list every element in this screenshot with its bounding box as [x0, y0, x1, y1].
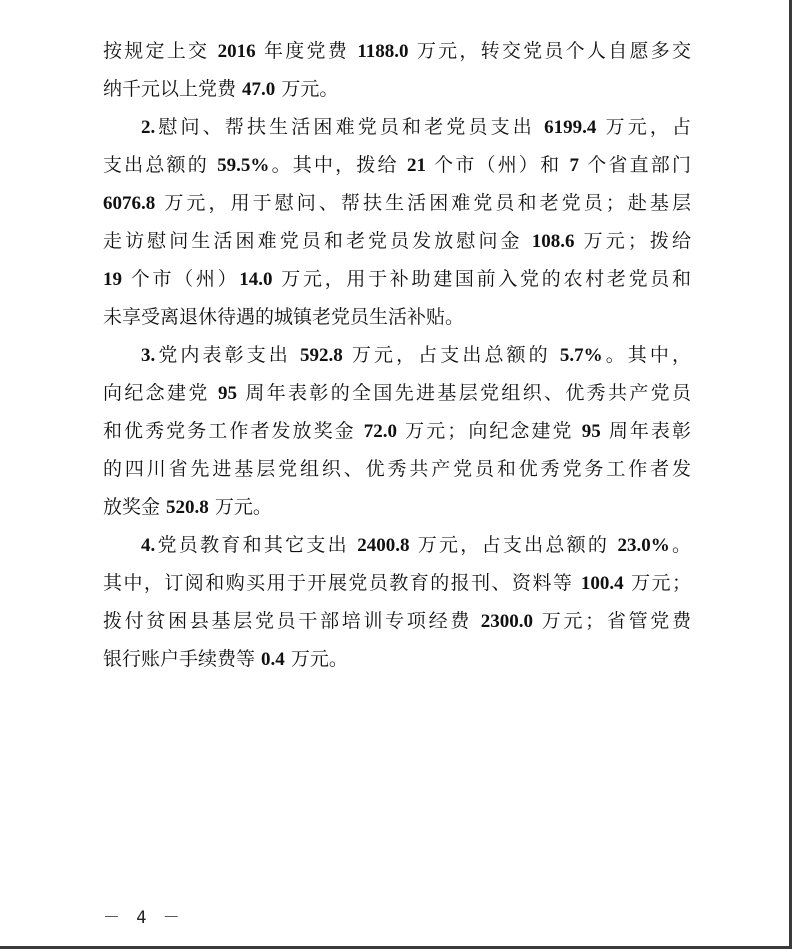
text-line: 3.党内表彰支出 592.8 万元，占支出总额的 5.7%。其中，: [141, 344, 691, 366]
text-line: 放奖金 520.8 万元。: [103, 496, 272, 518]
paragraph-commendation-expense: [103, 336, 691, 526]
text-line: 拨付贫困县基层党员干部培训专项经费 2300.0 万元；省管党费: [103, 610, 691, 632]
page-number: － 4 －: [103, 908, 183, 928]
body-text: [103, 32, 691, 678]
paragraph-education-expense: [103, 526, 691, 678]
text-line: 支出总额的 59.5%。其中，拨给 21 个市（州）和 7 个省直部门: [103, 154, 691, 176]
text-line: 的四川省先进基层党组织、优秀共产党员和优秀党务工作者发: [103, 458, 691, 480]
text-line: 4.党员教育和其它支出 2400.8 万元，占支出总额的 23.0%。: [141, 534, 691, 556]
text-line: 向纪念建党 95 周年表彰的全国先进基层党组织、优秀共产党员: [103, 382, 691, 404]
paragraph-condolence-expense: [103, 108, 691, 336]
text-line: 其中，订阅和购买用于开展党员教育的报刊、资料等 100.4 万元；: [103, 572, 691, 594]
text-line: 按规定上交 2016 年度党费 1188.0 万元，转交党员个人自愿多交: [103, 40, 691, 62]
text-line: 银行账户手续费等 0.4 万元。: [103, 648, 348, 670]
text-line: 2.慰问、帮扶生活困难党员和老党员支出 6199.4 万元，占: [141, 116, 691, 138]
paragraph-quota-remittance: [103, 32, 691, 108]
text-line: 走访慰问生活困难党员和老党员发放慰问金 108.6 万元；拨给: [103, 230, 691, 252]
text-line: 19 个市（州）14.0 万元，用于补助建国前入党的农村老党员和: [103, 268, 691, 290]
text-line: 未享受离退休待遇的城镇老党员生活补贴。: [103, 306, 465, 328]
text-line: 和优秀党务工作者发放奖金 72.0 万元；向纪念建党 95 周年表彰: [103, 420, 691, 442]
text-line: 6076.8 万元，用于慰问、帮扶生活困难党员和老党员；赴基层: [103, 192, 691, 214]
text-line: 纳千元以上党费 47.0 万元。: [103, 78, 339, 100]
